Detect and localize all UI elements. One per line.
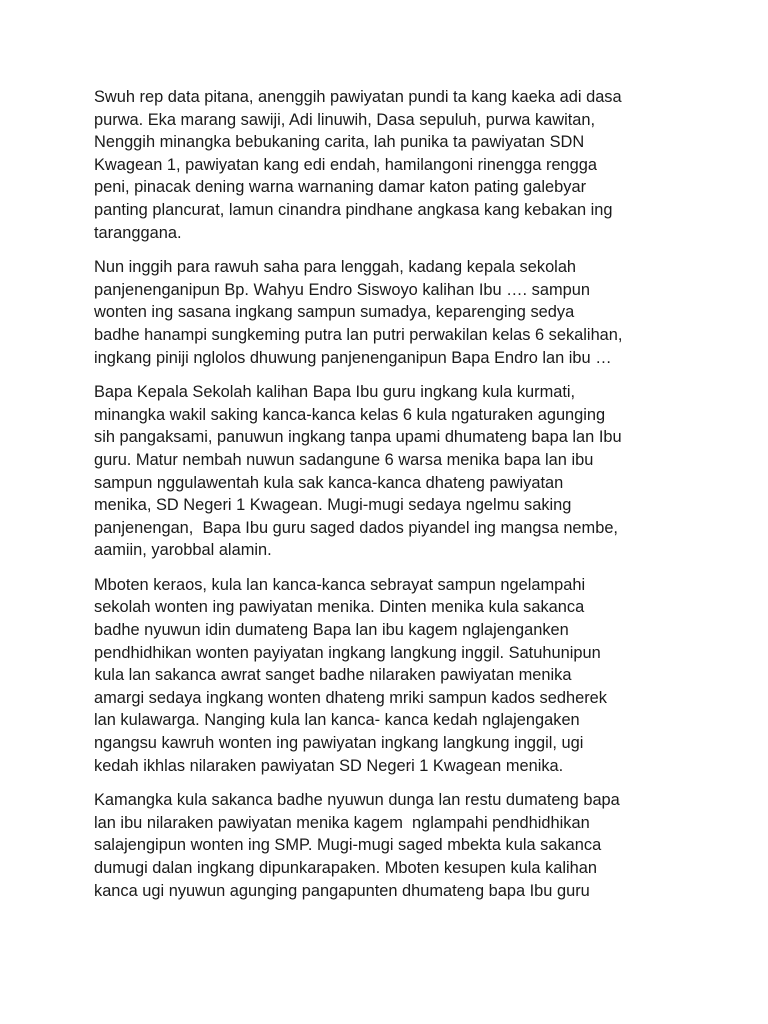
text-line: sih pangaksami, panuwun ingkang tanpa upami dhumateng bapa lan Ibu <box>94 428 622 447</box>
text-line: dumugi dalan ingkang dipunkarapaken. Mboten kesupen kula kalihan <box>94 859 598 877</box>
text-line: ingkang piniji nglolos dhuwung panjenenganipun Bapa Endro lan ibu … <box>94 348 612 367</box>
text-line: kedah ikhlas nilaraken pawiyatan SD Negeri 1 Kwagean menika. <box>94 756 564 775</box>
paragraph-blessing <box>94 789 686 902</box>
text-line: badhe hanampi sungkeming putra lan putri perwakilan kelas 6 sekalihan, <box>94 325 623 344</box>
text-line: panjenengan, Bapa Ibu guru saged dados piyandel ing mangsa nembe, <box>94 518 618 537</box>
text-line: peni, pinacak dening warna warnaning damar katon pating galebyar <box>94 178 587 197</box>
text-line: menika, SD Negeri 1 Kwagean. Mugi-mugi sedaya ngelmu saking <box>94 496 572 515</box>
text-line: panjenenganipun Bp. Wahyu Endro Siswoyo kalihan Ibu …. sampun <box>94 280 590 299</box>
text-line: Nenggih minangka bebukaning carita, lah punika ta pawiyatan SDN <box>94 133 585 152</box>
text-line: salajengipun wonten ing SMP. Mugi-mugi saged mbekta kula sakanca <box>94 836 602 855</box>
text-line: lan kulawarga. Nanging kula lan kanca- kanca kedah nglajengaken <box>94 711 580 730</box>
paragraph-opening <box>94 86 686 244</box>
text-line: sampun nggulawentah kula sak kanca-kanca dhateng pawiyatan <box>94 473 564 492</box>
text-line: Mboten keraos, kula lan kanca-kanca sebrayat sampun ngelampahi <box>94 575 586 594</box>
document-body <box>94 86 686 914</box>
text-line: wonten ing sasana ingkang sampun sumadya, keparenging sedya <box>94 303 575 322</box>
text-line: taranggana. <box>94 223 182 242</box>
text-line: panting plancurat, lamun cinandra pindhane angkasa kang kebakan ing <box>94 200 613 219</box>
text-line: Kamangka kula sakanca badhe nyuwun dunga lan restu dumateng bapa <box>94 791 620 810</box>
text-line: minangka wakil saking kanca-kanca kelas 6 kula ngaturaken agunging <box>94 405 606 424</box>
text-line: Bapa Kepala Sekolah kalihan Bapa Ibu guru ingkang kula kurmati, <box>94 383 576 402</box>
text-line: kanca ugi nyuwun agunging pangapunten dhumateng bapa Ibu guru <box>94 881 590 900</box>
text-line: amargi sedaya ingkang wonten dhateng mriki sampun kados sedherek <box>94 688 607 707</box>
text-line: kula lan sakanca awrat sanget badhe nilaraken pawiyatan menika <box>94 666 572 685</box>
paragraph-farewell <box>94 574 686 777</box>
text-line: pendhidhikan wonten payiyatan ingkang langkung inggil. Satuhunipun <box>94 643 601 662</box>
text-line: Nun inggih para rawuh saha para lenggah, kadang kepala sekolah <box>94 258 577 277</box>
text-line: purwa. Eka marang sawiji, Adi linuwih, Dasa sepuluh, purwa kawitan, <box>94 110 596 129</box>
text-line: Kwagean 1, pawiyatan kang edi endah, hamilangoni rinengga rengga <box>94 155 598 174</box>
text-line: Swuh rep data pitana, anenggih pawiyatan pundi ta kang kaeka adi dasa <box>94 88 622 106</box>
text-line: guru. Matur nembah nuwun sadangune 6 warsa menika bapa lan ibu <box>94 450 594 469</box>
text-line: sekolah wonten ing pawiyatan menika. Dinten menika kula sakanca <box>94 598 585 617</box>
text-line: aamiin, yarobbal alamin. <box>94 541 272 560</box>
paragraph-greeting <box>94 256 686 369</box>
text-line: lan ibu nilaraken pawiyatan menika kagem nglampahi pendhidhikan <box>94 813 590 832</box>
text-line: ngangsu kawruh wonten ing pawiyatan ingkang langkung inggil, ugi <box>94 734 584 753</box>
text-line: badhe nyuwun idin dumateng Bapa lan ibu kagem nglajenganken <box>94 621 569 640</box>
paragraph-gratitude <box>94 381 686 562</box>
